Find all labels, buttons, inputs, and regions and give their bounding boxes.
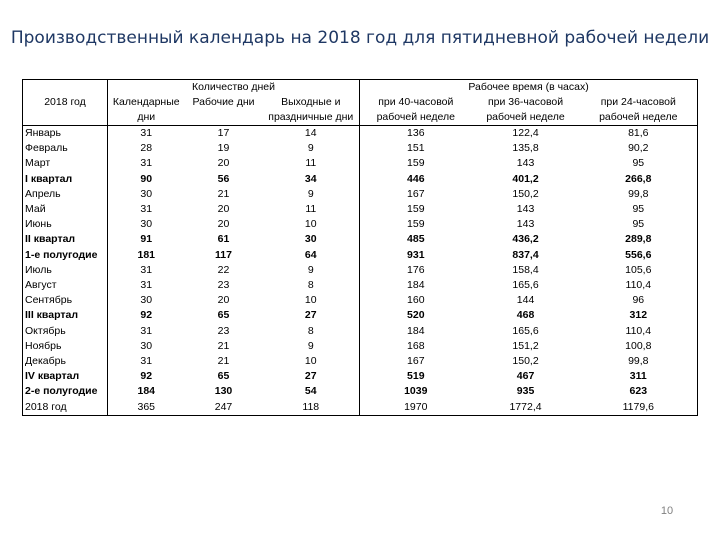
row-label: Сентябрь [23, 293, 108, 308]
header-hours-36-line2: рабочей неделе [472, 110, 580, 126]
header-weekends-line2: праздничные дни [263, 110, 360, 126]
weekends-cell: 54 [263, 384, 360, 399]
calendar-days-cell: 90 [140, 172, 153, 185]
weekends-cell: 8 [263, 324, 360, 339]
hours-36-cell: 144 [516, 294, 535, 307]
hours-40-cell: 136 [407, 127, 425, 139]
row-label: Май [23, 202, 108, 217]
row-label: 2018 год [23, 400, 108, 416]
table-row [23, 354, 698, 369]
hours-40-cell: 176 [407, 263, 425, 276]
hours-40-cell: 1970 [360, 400, 472, 416]
hours-40-cell: 159 [407, 218, 425, 231]
hours-36-cell: 150,2 [512, 355, 539, 368]
working-days-cell: 130 [214, 385, 233, 398]
hours-36-cell: 165,6 [512, 279, 539, 292]
header-group-days: Количество дней [108, 80, 360, 96]
hours-24-cell: 105,6 [580, 263, 698, 278]
table-row [23, 187, 698, 202]
header-group-hours: Рабочее время (в часах) [360, 80, 698, 96]
weekends-cell: 11 [263, 202, 360, 217]
row-label: Декабрь [23, 354, 108, 369]
hours-40-cell: 159 [407, 157, 425, 170]
header-weekends: Выходные и [263, 95, 360, 110]
header-calendar-days-line2: дни [108, 110, 185, 126]
header-hours-36: при 36-часовой [487, 96, 564, 108]
header-hours-40: при 40-часовой [378, 96, 454, 108]
weekends-cell: 11 [263, 156, 360, 171]
working-days-cell: 20 [217, 203, 230, 216]
hours-24-cell: 96 [580, 293, 698, 308]
hours-36-cell: 143 [516, 157, 535, 170]
weekends-cell: 10 [263, 354, 360, 369]
row-label: Июнь [23, 217, 108, 232]
working-days-cell: 21 [217, 355, 230, 368]
table-row [23, 156, 698, 171]
hours-40-cell: 931 [407, 248, 425, 261]
hours-36-cell: 935 [516, 385, 535, 398]
hours-24-cell: 99,8 [580, 187, 698, 202]
hours-24-cell: 90,2 [580, 141, 698, 156]
hours-40-cell: 1039 [404, 385, 428, 398]
header-row-columns [23, 95, 698, 110]
page-title: Производственный календарь на 2018 год для пятидневной рабочей недели [10, 28, 710, 48]
table-row [23, 384, 698, 399]
hours-40-cell: 184 [407, 324, 425, 337]
page-number: 10 [660, 505, 674, 517]
working-days-cell: 65 [217, 370, 230, 383]
calendar-days-cell: 365 [108, 400, 185, 416]
hours-24-cell: 99,8 [580, 354, 698, 369]
hours-40-cell: 167 [407, 187, 425, 200]
calendar-days-cell: 31 [140, 263, 153, 276]
hours-24-cell: 556,6 [580, 248, 698, 263]
working-days-cell: 21 [217, 187, 230, 200]
hours-36-cell: 436,2 [512, 233, 539, 246]
calendar-days-cell: 30 [140, 339, 153, 352]
hours-24-cell: 95 [580, 202, 698, 217]
working-days-cell: 22 [217, 263, 230, 276]
hours-24-cell: 289,8 [580, 232, 698, 247]
calendar-days-cell: 92 [140, 309, 153, 322]
hours-24-cell: 110,4 [580, 324, 698, 339]
row-label: I квартал [23, 172, 108, 187]
hours-24-cell: 100,8 [580, 339, 698, 354]
hours-40-cell: 446 [407, 172, 425, 185]
table-row [23, 339, 698, 354]
weekends-cell: 9 [263, 263, 360, 278]
working-days-cell: 21 [217, 339, 230, 352]
row-label: 2-е полугодие [23, 384, 108, 399]
table-row [23, 248, 698, 263]
table-row [23, 293, 698, 308]
calendar-days-cell: 31 [140, 355, 153, 368]
calendar-days-cell: 30 [140, 187, 153, 200]
hours-40-cell: 151 [407, 142, 425, 155]
weekends-cell: 27 [263, 369, 360, 384]
working-days-cell: 247 [185, 400, 263, 416]
hours-36-cell: 150,2 [512, 187, 539, 200]
table-row [23, 400, 698, 416]
calendar-days-cell: 91 [140, 233, 153, 246]
weekends-cell: 9 [263, 187, 360, 202]
calendar-days-cell: 28 [140, 142, 153, 155]
hours-24-cell: 95 [580, 217, 698, 232]
working-days-cell: 65 [217, 309, 230, 322]
hours-36-cell: 837,4 [512, 248, 539, 261]
working-days-cell: 20 [217, 294, 230, 307]
hours-24-cell: 623 [580, 384, 698, 399]
header-hours-40-line2: рабочей неделе [360, 110, 472, 126]
table-row [23, 126, 698, 142]
hours-24-cell: 95 [580, 156, 698, 171]
weekends-cell: 27 [263, 308, 360, 323]
calendar-days-cell: 30 [140, 218, 153, 231]
weekends-cell: 34 [263, 172, 360, 187]
hours-36-cell: 135,8 [512, 142, 539, 155]
table-row [23, 324, 698, 339]
hours-36-cell: 1772,4 [472, 400, 580, 416]
hours-24-cell: 311 [580, 369, 698, 384]
hours-36-cell: 151,2 [512, 339, 539, 352]
table-row [23, 369, 698, 384]
calendar-days-cell: 92 [140, 370, 153, 383]
hours-40-cell: 520 [407, 309, 425, 322]
row-label: Февраль [23, 141, 108, 156]
hours-40-cell: 485 [407, 233, 425, 246]
table-body [23, 126, 698, 416]
calendar-days-cell: 31 [140, 324, 153, 337]
weekends-cell: 10 [263, 293, 360, 308]
hours-40-cell: 519 [407, 370, 425, 383]
header-working-days: Рабочие дни [192, 96, 255, 108]
row-label: Июль [23, 263, 108, 278]
table-row [23, 141, 698, 156]
calendar-days-cell: 31 [140, 279, 153, 292]
hours-36-cell: 401,2 [512, 172, 539, 185]
working-days-cell: 17 [217, 127, 230, 139]
calendar-table [22, 79, 698, 416]
hours-40-cell: 160 [407, 294, 425, 307]
calendar-days-cell: 181 [137, 248, 156, 261]
row-label: Март [23, 156, 108, 171]
row-label: III квартал [23, 308, 108, 323]
header-hours-24: при 24-часовой [580, 95, 698, 110]
row-label: IV квартал [23, 369, 108, 384]
working-days-cell: 23 [217, 324, 230, 337]
calendar-days-cell: 184 [137, 385, 156, 398]
calendar-days-cell: 31 [140, 157, 153, 170]
table-row [23, 263, 698, 278]
hours-40-cell: 184 [407, 279, 425, 292]
hours-40-cell: 159 [407, 203, 425, 216]
hours-24-cell: 266,8 [580, 172, 698, 187]
row-label: Апрель [23, 187, 108, 202]
row-label: II квартал [23, 232, 108, 247]
table-row [23, 278, 698, 293]
weekends-cell: 118 [263, 400, 360, 416]
header-working-days-line2 [185, 110, 263, 126]
weekends-cell: 10 [263, 217, 360, 232]
hours-24-cell: 312 [580, 308, 698, 323]
table-row [23, 308, 698, 323]
header-row-columns-line2 [23, 110, 698, 126]
table-row [23, 172, 698, 187]
weekends-cell: 64 [263, 248, 360, 263]
calendar-days-cell: 31 [140, 127, 153, 139]
hours-40-cell: 167 [407, 355, 425, 368]
hours-36-cell: 122,4 [512, 127, 539, 139]
header-hours-24-line2: рабочей неделе [580, 110, 698, 126]
table-row [23, 217, 698, 232]
hours-36-cell: 467 [516, 370, 535, 383]
weekends-cell: 30 [263, 232, 360, 247]
hours-24-cell: 81,6 [580, 126, 698, 142]
working-days-cell: 23 [217, 279, 230, 292]
row-label: Январь [23, 126, 108, 142]
row-label: Август [23, 278, 108, 293]
table-row [23, 202, 698, 217]
working-days-cell: 56 [217, 172, 230, 185]
header-row-groups [23, 80, 698, 96]
working-days-cell: 20 [217, 157, 230, 170]
row-label: 1-е полугодие [23, 248, 108, 263]
header-calendar-days: Календарные [112, 96, 180, 108]
hours-40-cell: 168 [407, 339, 425, 352]
working-days-cell: 117 [215, 248, 232, 261]
row-label: Ноябрь [23, 339, 108, 354]
hours-36-cell: 468 [516, 309, 535, 322]
working-days-cell: 20 [217, 218, 230, 231]
hours-36-cell: 143 [516, 203, 535, 216]
weekends-cell: 9 [263, 339, 360, 354]
calendar-days-cell: 30 [140, 294, 153, 307]
table-row [23, 232, 698, 247]
weekends-cell: 9 [263, 141, 360, 156]
row-label: Октябрь [23, 324, 108, 339]
calendar-days-cell: 31 [140, 203, 153, 216]
working-days-cell: 61 [217, 233, 230, 246]
hours-36-cell: 165,6 [512, 324, 539, 337]
hours-24-cell: 110,4 [580, 278, 698, 293]
hours-36-cell: 143 [516, 218, 535, 231]
working-days-cell: 19 [217, 142, 230, 155]
header-year: 2018 год [23, 80, 108, 126]
weekends-cell: 8 [263, 278, 360, 293]
hours-24-cell: 1179,6 [580, 400, 698, 416]
hours-36-cell: 158,4 [512, 263, 539, 276]
weekends-cell: 14 [263, 126, 360, 142]
